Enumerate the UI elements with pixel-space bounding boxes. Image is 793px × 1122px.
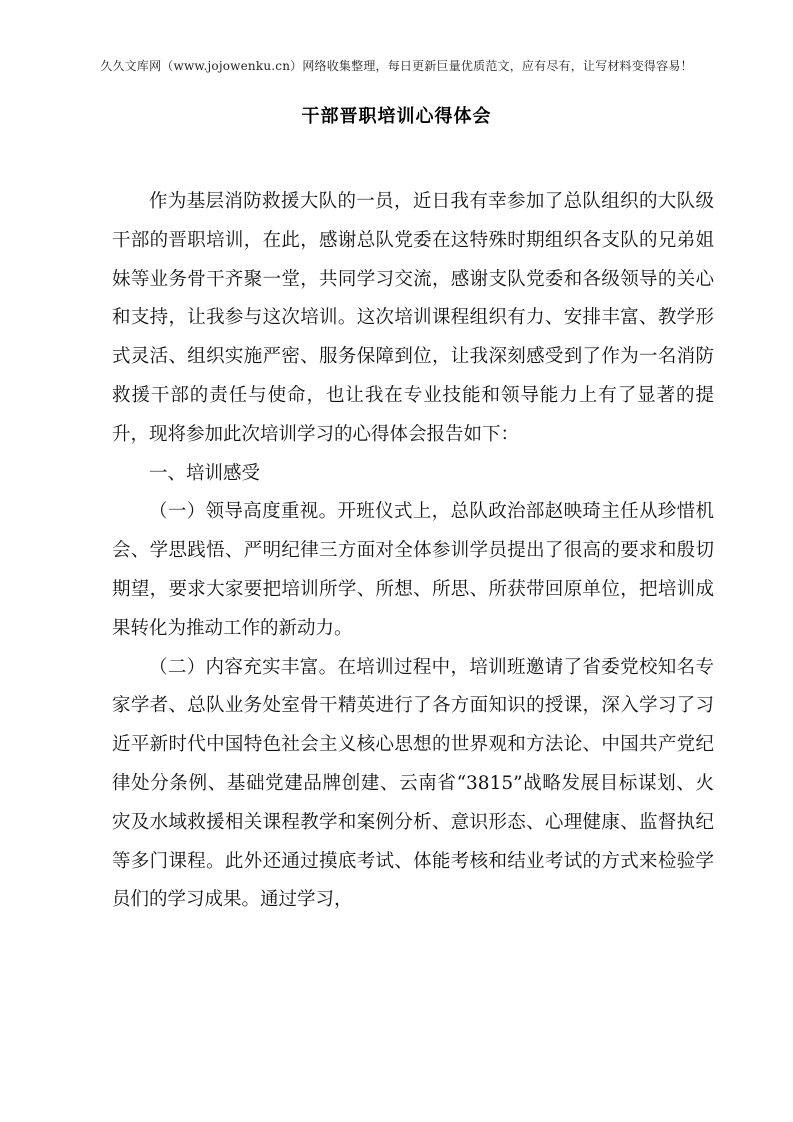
paragraph-leadership-attention: （一）领导高度重视。开班仪式上，总队政治部赵映琦主任从珍惜机会、学思践悟、严明纪律三方面对全体参训学员提出了很高的要求和殷切期望，要求大家要把培训所学、所想、所思、所获带回原单位，把培训成果转化为推动工作的新动力。 bbox=[112, 501, 714, 639]
document-body bbox=[112, 183, 714, 920]
document-title: 干部晋职培训心得体会 bbox=[301, 106, 492, 127]
paragraph-intro: 作为基层消防救援大队的一员，近日我有幸参加了总队组织的大队级干部的晋职培训，在此，感谢总队党委在这特殊时期组织各支队的兄弟姐妹等业务骨干齐聚一堂，共同学习交流，感谢支队党委和各级领导的关心和支持，让我参与这次培训。这次培训课程组织有力、安排丰富、教学形式灵活、组织实施严密、服务保障到位，让我深刻感受到了作为一名消防救援干部的责任与使命，也让我在专业技能和领导能力上有了显著的提升，现将参加此次培训学习的心得体会报告如下： bbox=[112, 191, 714, 445]
paragraph-rich-content: （二）内容充实丰富。在培训过程中，培训班邀请了省委党校知名专家学者、总队业务处室骨干精英进行了各方面知识的授课，深入学习了习近平新时代中国特色社会主义核心思想的世界观和方法论、中国共产党纪律处分条例、基础党建品牌创建、云南省“3815”战略发展目标谋划、火灾及水域救援相关课程教学和案例分析、意识形态、心理健康、监督执纪等多门课程。此外还通过摸底考试、体能考核和结业考试的方式来检验学员们的学习成果。通过学习， bbox=[112, 656, 714, 911]
header-banner: 久久文库网（www.jojowenku.cn）网络收集整理，每日更新巨量优质范文，应有尽有，让写材料变得容易！ bbox=[100, 59, 693, 73]
section-heading-training-feelings: 一、培训感受 bbox=[149, 462, 261, 484]
